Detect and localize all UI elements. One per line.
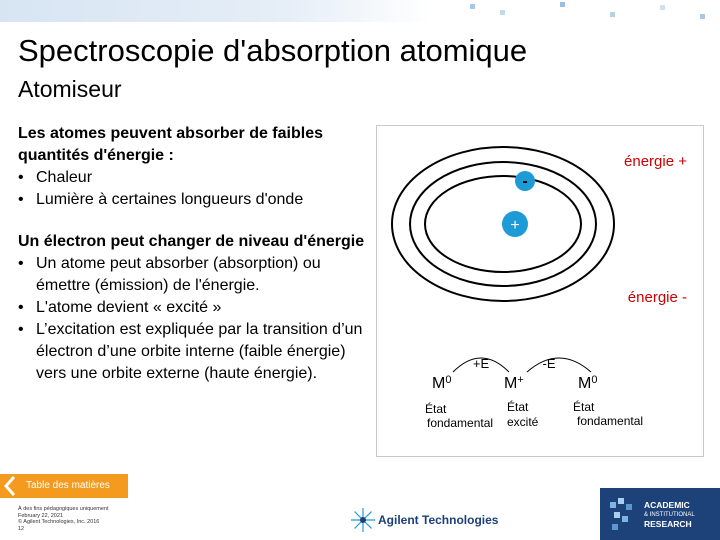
- bullet-item: • L'atome devient « excité »: [18, 297, 368, 319]
- academic-research-logo: [600, 488, 720, 540]
- decor-square: [700, 14, 705, 19]
- minus-e-label: -E: [542, 356, 556, 371]
- slide-subtitle: Atomiseur: [18, 76, 122, 102]
- chevron-left-icon: [0, 474, 22, 498]
- decor-square: [610, 12, 615, 17]
- footnote-line: © Agilent Technologies, Inc. 2016: [18, 519, 100, 525]
- table-of-contents-button[interactable]: [0, 474, 128, 498]
- atom-diagram-svg: [377, 126, 703, 456]
- decor-square: [470, 4, 475, 9]
- academic-line1: ACADEMIC: [644, 500, 690, 510]
- bullet-item: • Lumière à certaines longueurs d'onde: [18, 189, 368, 211]
- decor-square: [500, 10, 505, 15]
- nucleus-symbol: +: [510, 217, 520, 234]
- state-mid-line1: État: [507, 400, 529, 414]
- bullet-item: • L’excitation est expliquée par la transition d’un électron d’une orbite interne (faible énergie) vers une orbite externe (haute énergie).: [18, 319, 368, 385]
- header-band: [0, 0, 720, 22]
- bullet-list: [18, 253, 368, 385]
- decor-square: [660, 5, 665, 10]
- state-mid-line2: excité: [507, 415, 539, 429]
- m0-right-label: $M^0$: [578, 374, 598, 392]
- agilent-spark-icon: [350, 507, 376, 533]
- bullet-item: • Un atome peut absorber (absorption) ou émettre (émission) de l'énergie.: [18, 253, 368, 297]
- state-right-line1: État: [573, 400, 595, 414]
- emission-arc: [527, 358, 591, 372]
- footnote-line: À des fins pédagogiques uniquement: [18, 506, 109, 512]
- academic-logo-icon: [608, 496, 638, 532]
- academic-line2: & INSTITUTIONAL: [644, 512, 695, 518]
- plus-e-label: +E: [472, 356, 490, 371]
- state-right-line2: fondamental: [577, 414, 644, 428]
- block-heading: Les atomes peuvent absorber de faibles quantités d'énergie :: [18, 125, 323, 164]
- atom-diagram: [376, 125, 704, 457]
- slide-title: Spectroscopie d'absorption atomique: [18, 33, 528, 68]
- footnote-line: 12: [18, 525, 25, 532]
- bullet-list: [18, 167, 368, 211]
- block-absorption: [18, 123, 368, 211]
- footnote: [18, 506, 109, 532]
- block-electron: [18, 231, 368, 385]
- m-plus-label: M+: [504, 374, 524, 392]
- energy-minus-label: énergie -: [627, 289, 687, 306]
- block-heading: Un électron peut changer de niveau d'énergie: [18, 233, 365, 250]
- agilent-logo-text: Agilent Technologies: [378, 513, 499, 527]
- footnote-line: February 22, 2021: [18, 512, 63, 519]
- bullet-item: • Chaleur: [18, 167, 368, 189]
- energy-plus-label: énergie +: [624, 153, 687, 170]
- content-text: [18, 123, 368, 385]
- state-left-line1: État: [425, 402, 447, 416]
- state-left-line2: fondamental: [427, 416, 494, 430]
- electron-symbol: -: [522, 173, 528, 190]
- m0-left-label: $M^0$: [432, 374, 452, 392]
- academic-line3: RESEARCH: [644, 519, 692, 529]
- decor-square: [560, 2, 565, 7]
- toc-label: Table des matières: [26, 480, 110, 491]
